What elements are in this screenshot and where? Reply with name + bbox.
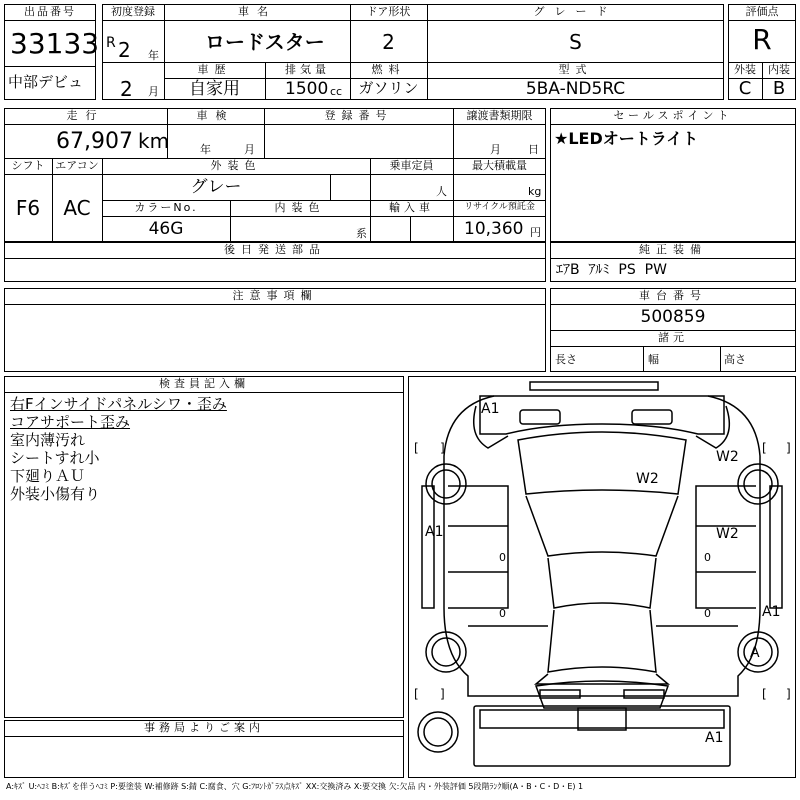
inspector-note-3: 室内薄汚れ	[10, 431, 86, 449]
bracket-front-left-close: ]	[440, 441, 445, 455]
chassis-no-label: 車台番号	[639, 289, 707, 302]
first-reg-label: 初度登録	[111, 5, 155, 18]
first-reg-month: 2	[120, 77, 133, 101]
damage-mark-right-door: W2	[716, 526, 739, 542]
recycle-label: リサイクル預託金	[464, 202, 535, 212]
recycle-unit: 円	[530, 226, 541, 239]
inspector-note-2: コアサポート歪み	[10, 413, 131, 431]
sales-point-label: セールスポイント	[613, 109, 733, 122]
inspector-note-4: シートすれ小	[10, 449, 100, 467]
transfer-label: 譲渡書類期限	[466, 109, 533, 122]
car-diagram	[408, 376, 796, 778]
lot-number: 33133	[10, 27, 100, 60]
shift-value: F6	[15, 196, 41, 220]
diagram-zero-right-1: 0	[704, 551, 711, 564]
max-load-label: 最大積載量	[472, 159, 527, 172]
diagram-zero-left-1: 0	[499, 551, 506, 564]
color-no-label: カラーNo.	[134, 201, 198, 214]
import-label: 輸入車	[389, 201, 434, 214]
exterior-label: 外装	[734, 63, 756, 76]
dimensions-label: 諸元	[658, 331, 688, 344]
bracket-rear-left-close: ]	[440, 687, 445, 701]
bracket-front-right-open: [	[762, 441, 767, 455]
mileage-value: 67,907	[56, 129, 133, 154]
doors-label: ドア形状	[366, 5, 411, 18]
inspector-label: 検査員記入欄	[159, 377, 249, 390]
fuel-label: 燃料	[371, 63, 406, 76]
bracket-rear-right-close: ]	[786, 687, 791, 701]
standard-equip-value: ｴｱB ｱﾙﾐ PS PW	[556, 262, 667, 278]
bracket-front-left-open: [	[414, 441, 419, 455]
ac-value: AC	[63, 196, 91, 220]
inspection-year-unit: 年	[200, 143, 211, 156]
damage-mark-rear-wheel: A	[750, 645, 760, 661]
capacity-label: 乗車定員	[389, 159, 434, 172]
damage-mark-front-right-fender: W2	[716, 449, 739, 465]
mileage-unit: km	[138, 129, 170, 153]
bracket-rear-left-open: [	[414, 687, 419, 701]
bracket-front-right-close: ]	[786, 441, 791, 455]
era-letter: R	[106, 35, 116, 51]
sales-point-value: ★LEDオートライト	[554, 129, 699, 148]
interior-label: 内装	[768, 63, 790, 76]
displacement-unit: cc	[330, 85, 343, 98]
bracket-rear-right-open: [	[762, 687, 767, 701]
fuel-value: ガソリン	[358, 79, 419, 97]
exterior-grade: C	[738, 78, 752, 99]
int-color-label: 内装色	[274, 201, 326, 214]
score-label: 評価点	[745, 5, 779, 18]
grade-label: グレード	[533, 5, 618, 18]
damage-mark-rear-bumper: A1	[705, 730, 724, 746]
int-color-unit: 系	[356, 227, 367, 240]
notes-label: 注意事項欄	[232, 289, 318, 302]
lot-number-label: 出品番号	[24, 5, 76, 18]
inspector-note-5: 下廻りＡＵ	[10, 467, 86, 485]
ac-label: エアコン	[55, 159, 99, 172]
inspection-label: 車検	[196, 109, 235, 122]
history-value: 自家用	[189, 79, 240, 99]
model-code-value: 5BA-ND5RC	[525, 79, 626, 99]
month-unit: 月	[148, 85, 159, 98]
model-name-label: 車名	[238, 5, 276, 18]
transfer-day-unit: 日	[528, 143, 539, 156]
model-name: ロードスター	[205, 30, 325, 54]
diagram-zero-left-2: 0	[499, 607, 506, 620]
color-no-value: 46G	[148, 219, 184, 239]
reg-no-label: 登録番号	[324, 109, 393, 122]
displacement-label: 排気量	[285, 63, 330, 76]
transfer-month-unit: 月	[490, 143, 501, 156]
capacity-unit: 人	[436, 185, 447, 198]
diagram-zero-right-2: 0	[704, 607, 711, 620]
shift-label: シフト	[11, 159, 45, 172]
chassis-no-value: 500859	[640, 307, 706, 327]
legend-text: A:ｷｽﾞ U:ﾍｺﾐ B:ｷｽﾞを伴うﾍｺﾐ P:要塗装 W:補修跡 S:錆 C:腐食、穴 G:ﾌﾛﾝﾄｶﾞﾗｽ点ｷｽﾞ XX:交換済み X:要交換 欠:欠品 内・外装評価 5段階ﾗﾝｸ順(A・B・C・D・E) 1	[6, 782, 584, 791]
damage-mark-hood: W2	[636, 471, 659, 487]
damage-mark-left-door: A1	[425, 524, 444, 540]
recycle-fee-value: 10,360	[464, 219, 524, 239]
inspector-note-1: 右Fインサイドパネルシワ・歪み	[10, 395, 227, 413]
width-label: 幅	[648, 353, 659, 366]
later-parts-label: 後日発送部品	[224, 243, 326, 256]
first-reg-year: 2	[118, 38, 131, 62]
damage-mark-front-bumper: A1	[481, 401, 500, 417]
ext-color-label: 外装色	[210, 159, 262, 172]
ext-color-value: グレー	[190, 177, 242, 197]
max-load-unit: kg	[528, 185, 542, 198]
length-label: 長さ	[555, 353, 577, 366]
inspection-month-unit: 月	[244, 143, 255, 156]
height-label: 高さ	[724, 353, 746, 366]
auction-site: 中部デビュ	[8, 73, 84, 91]
year-unit: 年	[148, 49, 159, 62]
standard-equip-label: 純正装備	[639, 243, 707, 256]
model-code-label: 型式	[558, 63, 593, 76]
history-label: 車歴	[197, 63, 232, 76]
doors-value: 2	[382, 30, 395, 54]
grade-value: S	[569, 30, 582, 54]
score-value: R	[752, 23, 772, 56]
mileage-label: 走行	[66, 109, 105, 122]
damage-mark-rear-right: A1	[762, 604, 781, 620]
displacement-value: 1500	[285, 79, 329, 99]
inspector-note-6: 外装小傷有り	[10, 485, 101, 503]
office-label: 事務局よりご案内	[144, 721, 264, 734]
interior-grade: B	[772, 78, 786, 99]
